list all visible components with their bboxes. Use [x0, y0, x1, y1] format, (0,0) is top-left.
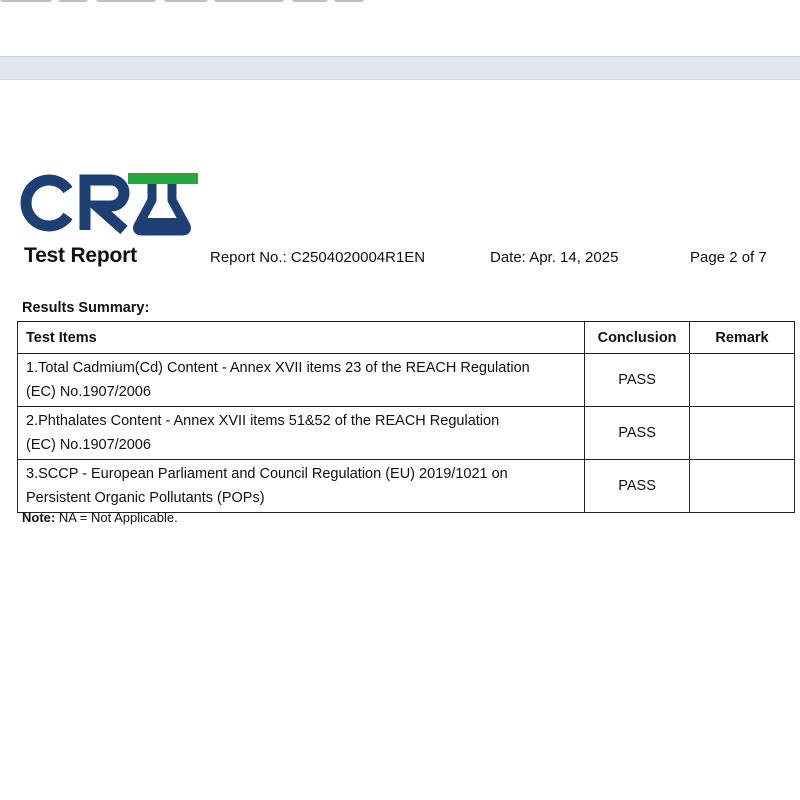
- results-summary-heading: Results Summary:: [22, 300, 150, 316]
- report-number: Report No.: C2504020004R1EN: [210, 249, 426, 266]
- test-item-text: (EC) No.1907/2006: [26, 384, 151, 400]
- note-label: Note:: [22, 510, 56, 525]
- remark-cell: [690, 407, 795, 460]
- column-header-remark: Remark: [690, 322, 795, 354]
- page-indicator: Page 2 of 7: [690, 249, 767, 266]
- table-row: [18, 354, 795, 407]
- test-item-cell: [18, 460, 585, 513]
- column-header-test-items: Test Items: [18, 322, 585, 354]
- crt-logo: [18, 170, 200, 236]
- test-item-text: 2.Phthalates Content - Annex XVII items 51&52 of the REACH Regulation: [26, 413, 500, 429]
- report-date: Date: Apr. 14, 2025: [490, 249, 619, 266]
- results-table: [17, 321, 795, 513]
- previous-page-edge: [0, 0, 800, 56]
- table-header-row: [18, 322, 795, 354]
- test-item-text: 1.Total Cadmium(Cd) Content - Annex XVII items 23 of the REACH Regulation: [26, 360, 530, 376]
- test-item-text: 3.SCCP - European Parliament and Council Regulation (EU) 2019/1021 on: [26, 466, 508, 482]
- test-item-text: (EC) No.1907/2006: [26, 437, 151, 453]
- conclusion-cell: PASS: [585, 354, 690, 407]
- note-text: NA = Not Applicable.: [55, 510, 178, 525]
- remark-cell: [690, 460, 795, 513]
- report-header: [24, 243, 784, 273]
- table-row: [18, 460, 795, 513]
- cut-off-text-line: [0, 0, 380, 4]
- test-item-cell: [18, 354, 585, 407]
- remark-cell: [690, 354, 795, 407]
- footnote: [22, 510, 178, 525]
- table-row: [18, 407, 795, 460]
- conclusion-cell: PASS: [585, 460, 690, 513]
- report-title: Test Report: [24, 244, 137, 267]
- conclusion-cell: PASS: [585, 407, 690, 460]
- test-item-cell: [18, 407, 585, 460]
- page-separator-bar: [0, 56, 800, 80]
- test-item-text: Persistent Organic Pollutants (POPs): [26, 490, 265, 506]
- crt-logo-graphic: [18, 170, 200, 236]
- column-header-conclusion: Conclusion: [585, 322, 690, 354]
